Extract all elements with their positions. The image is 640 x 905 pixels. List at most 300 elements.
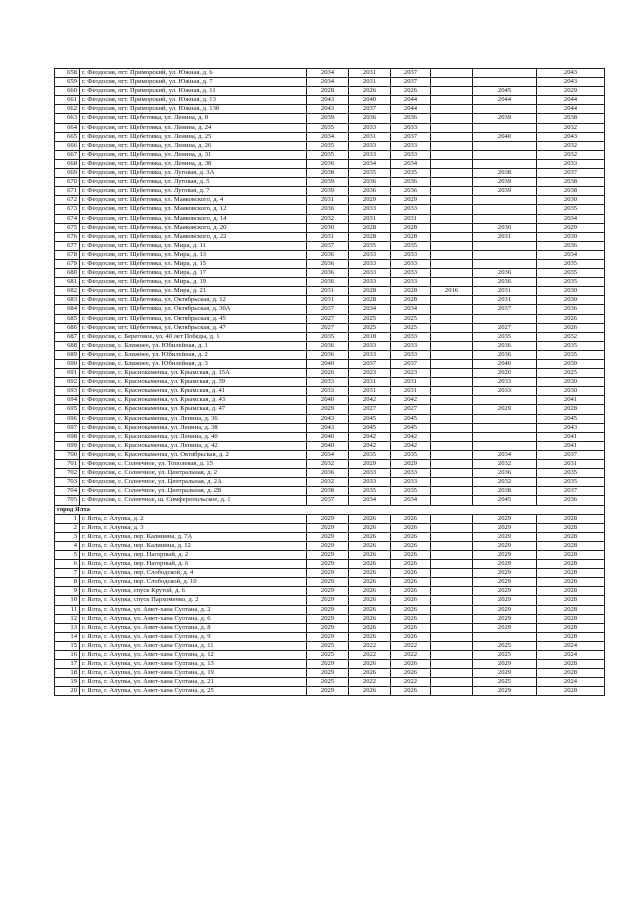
year-cell: 2029	[307, 405, 349, 414]
row-number: 16	[55, 651, 80, 660]
year-cell: 2026	[391, 587, 431, 596]
row-number: 696	[55, 414, 80, 423]
year-cell: 2034	[349, 159, 391, 168]
year-cell: 2044	[473, 96, 537, 105]
year-cell: 2029	[307, 605, 349, 614]
year-cell: 2045	[537, 414, 605, 423]
address-cell: г. Феодосия, с. Краснокаменка, ул. Ленина, д. 42	[80, 441, 307, 450]
address-cell: г. Феодосия, пгт. Приморский, ул. Южная, д. 13	[80, 96, 307, 105]
table-row	[55, 205, 605, 214]
year-cell: 2032	[307, 478, 349, 487]
year-cell: 2026	[391, 660, 431, 669]
year-cell	[473, 78, 537, 87]
year-cell: 2036	[473, 278, 537, 287]
row-number: 689	[55, 350, 80, 359]
year-cell: 2042	[391, 441, 431, 450]
year-cell	[431, 596, 473, 605]
year-cell: 2035	[537, 341, 605, 350]
year-cell: 2029	[473, 596, 537, 605]
year-cell: 2029	[473, 605, 537, 614]
year-cell: 2025	[391, 323, 431, 332]
year-cell: 2028	[537, 596, 605, 605]
year-cell: 2029	[473, 587, 537, 596]
year-cell: 2045	[391, 423, 431, 432]
year-cell: 2035	[537, 469, 605, 478]
address-cell: г. Феодосия, пгт. Щебетовка, ул. Мира, д. 11	[80, 241, 307, 250]
row-number: 19	[55, 678, 80, 687]
year-cell: 2028	[391, 232, 431, 241]
address-cell: г. Феодосия, пгт. Щебетовка, ул. Маяковского, д. 22	[80, 232, 307, 241]
address-cell: г. Феодосия, с. Краснокаменка, ул. Октябрьская, д. 2	[80, 450, 307, 459]
table-row	[55, 241, 605, 250]
year-cell: 2040	[473, 132, 537, 141]
year-cell: 2036	[307, 259, 349, 268]
year-cell: 2041	[537, 432, 605, 441]
table-row	[55, 259, 605, 268]
year-cell: 2034	[391, 496, 431, 505]
year-cell: 2026	[349, 541, 391, 550]
year-cell: 2036	[537, 305, 605, 314]
row-number: 20	[55, 687, 80, 696]
year-cell: 2031	[307, 196, 349, 205]
section-header-row	[55, 505, 605, 514]
year-cell: 2040	[349, 96, 391, 105]
year-cell	[431, 250, 473, 259]
year-cell: 2034	[537, 250, 605, 259]
year-cell: 2026	[391, 596, 431, 605]
year-cell	[431, 314, 473, 323]
year-cell: 2029	[391, 460, 431, 469]
year-cell: 2028	[537, 532, 605, 541]
year-cell: 2036	[307, 250, 349, 259]
year-cell: 2040	[307, 432, 349, 441]
row-number: 7	[55, 569, 80, 578]
year-cell: 2029	[473, 669, 537, 678]
year-cell: 2033	[391, 269, 431, 278]
table-row	[55, 178, 605, 187]
row-number: 3	[55, 532, 80, 541]
year-cell: 2029	[307, 660, 349, 669]
year-cell: 2045	[349, 423, 391, 432]
table-row	[55, 414, 605, 423]
address-cell: г. Ялта, г. Алупка, спуск Пархоменко, д. 2	[80, 596, 307, 605]
year-cell: 2033	[391, 123, 431, 132]
address-cell: г. Феодосия, пгт. Щебетовка, ул. Мира, д. 21	[80, 287, 307, 296]
year-cell: 2031	[307, 232, 349, 241]
table-row	[55, 614, 605, 623]
year-cell: 2038	[307, 169, 349, 178]
row-number: 682	[55, 287, 80, 296]
table-row	[55, 123, 605, 132]
year-cell: 2036	[473, 341, 537, 350]
year-cell	[431, 123, 473, 132]
address-cell: г. Феодосия, пгт. Приморский, ул. Южная, д. 13б	[80, 105, 307, 114]
row-number: 663	[55, 114, 80, 123]
year-cell	[431, 478, 473, 487]
year-cell: 2028	[349, 232, 391, 241]
year-cell	[431, 241, 473, 250]
year-cell: 2032	[307, 214, 349, 223]
year-cell: 2028	[349, 223, 391, 232]
year-cell: 2029	[307, 687, 349, 696]
year-cell	[431, 560, 473, 569]
year-cell	[431, 232, 473, 241]
year-cell: 2033	[391, 205, 431, 214]
year-cell: 2035	[349, 169, 391, 178]
year-cell: 2026	[349, 578, 391, 587]
table-row	[55, 132, 605, 141]
address-cell: г. Феодосия, пгт. Щебетовка, ул. Ленина, д. 8	[80, 114, 307, 123]
year-cell: 2033	[391, 250, 431, 259]
year-cell: 2031	[391, 378, 431, 387]
year-cell: 2026	[391, 560, 431, 569]
table-row	[55, 287, 605, 296]
year-cell	[473, 69, 537, 78]
year-cell: 2027	[307, 314, 349, 323]
year-cell	[473, 441, 537, 450]
year-cell: 2039	[537, 360, 605, 369]
year-cell: 2032	[537, 123, 605, 132]
year-cell: 2030	[537, 287, 605, 296]
year-cell	[431, 296, 473, 305]
year-cell: 2026	[349, 514, 391, 523]
year-cell: 2033	[391, 278, 431, 287]
table-row	[55, 678, 605, 687]
row-number: 674	[55, 214, 80, 223]
table-row	[55, 141, 605, 150]
year-cell	[431, 632, 473, 641]
year-cell	[431, 687, 473, 696]
year-cell: 2043	[537, 423, 605, 432]
year-cell: 2037	[349, 105, 391, 114]
address-cell: г. Феодосия, пгт. Щебетовка, ул. Луговая, д. 3А	[80, 169, 307, 178]
year-cell: 2026	[391, 578, 431, 587]
year-cell: 2026	[537, 323, 605, 332]
table-row	[55, 496, 605, 505]
year-cell: 2040	[307, 396, 349, 405]
address-cell: г. Феодосия, пгт. Щебетовка, ул. Маяковского, д. 14	[80, 214, 307, 223]
year-cell	[473, 141, 537, 150]
address-cell: г. Феодосия, пгт. Щебетовка, ул. Мира, д. 13	[80, 250, 307, 259]
year-cell	[473, 105, 537, 114]
row-number: 677	[55, 241, 80, 250]
address-cell: г. Феодосия, пгт. Щебетовка, ул. Ленина, д. 26	[80, 141, 307, 150]
row-number: 705	[55, 496, 80, 505]
year-cell: 2033	[349, 141, 391, 150]
table-row	[55, 578, 605, 587]
row-number: 681	[55, 278, 80, 287]
year-cell: 2027	[391, 405, 431, 414]
table-row	[55, 323, 605, 332]
year-cell	[473, 159, 537, 168]
year-cell: 2025	[349, 314, 391, 323]
year-cell: 2028	[537, 687, 605, 696]
row-number: 660	[55, 87, 80, 96]
address-cell: г. Ялта, г. Алупка, ул. Амет-хана Султана, д. 19	[80, 669, 307, 678]
table-row	[55, 460, 605, 469]
year-cell: 2029	[307, 532, 349, 541]
year-cell: 2034	[473, 450, 537, 459]
table-row	[55, 87, 605, 96]
address-cell: г. Феодосия, с. Ближнее, ул. Юбилейная, д. 2	[80, 350, 307, 359]
year-cell	[473, 214, 537, 223]
year-cell	[431, 105, 473, 114]
year-cell: 2028	[307, 87, 349, 96]
year-cell	[431, 69, 473, 78]
year-cell: 2028	[391, 287, 431, 296]
year-cell: 2036	[537, 241, 605, 250]
row-number: 676	[55, 232, 80, 241]
table-row	[55, 587, 605, 596]
table-row	[55, 441, 605, 450]
year-cell: 2026	[391, 632, 431, 641]
table-row	[55, 596, 605, 605]
year-cell	[431, 532, 473, 541]
year-cell	[473, 205, 537, 214]
year-cell: 2036	[349, 187, 391, 196]
year-cell: 2034	[307, 450, 349, 459]
row-number: 704	[55, 487, 80, 496]
year-cell: 2025	[473, 678, 537, 687]
year-cell: 2029	[307, 614, 349, 623]
table-row	[55, 105, 605, 114]
address-cell: г. Феодосия, пгт. Щебетовка, ул. Луговая, д. 5	[80, 178, 307, 187]
year-cell	[431, 587, 473, 596]
row-number: 662	[55, 105, 80, 114]
year-cell: 2039	[473, 114, 537, 123]
row-number: 678	[55, 250, 80, 259]
table-row	[55, 387, 605, 396]
row-number: 699	[55, 441, 80, 450]
row-number: 17	[55, 660, 80, 669]
year-cell: 2033	[537, 159, 605, 168]
row-number: 679	[55, 259, 80, 268]
table-row	[55, 96, 605, 105]
row-number: 673	[55, 205, 80, 214]
year-cell: 2027	[473, 323, 537, 332]
year-cell	[431, 87, 473, 96]
address-cell: г. Феодосия, пгт. Щебетовка, ул. Ленина, д. 31	[80, 150, 307, 159]
year-cell: 2035	[391, 169, 431, 178]
table-row	[55, 651, 605, 660]
year-cell: 2031	[349, 378, 391, 387]
year-cell: 2032	[473, 460, 537, 469]
table-row	[55, 632, 605, 641]
row-number: 658	[55, 69, 80, 78]
address-cell: г. Ялта, г. Алупка, ул. Амет-хана Султана, д. 9	[80, 632, 307, 641]
row-number: 703	[55, 478, 80, 487]
year-cell: 2029	[307, 550, 349, 559]
year-cell: 2031	[349, 132, 391, 141]
year-cell: 2027	[349, 405, 391, 414]
year-cell: 2033	[391, 350, 431, 359]
year-cell: 2036	[473, 350, 537, 359]
year-cell: 2042	[349, 396, 391, 405]
year-cell	[431, 550, 473, 559]
year-cell: 2033	[349, 150, 391, 159]
year-cell: 2026	[391, 514, 431, 523]
year-cell: 2031	[349, 69, 391, 78]
year-cell: 2035	[307, 141, 349, 150]
year-cell: 2040	[473, 360, 537, 369]
year-cell: 2026	[391, 605, 431, 614]
year-cell: 2029	[473, 405, 537, 414]
year-cell: 2038	[473, 169, 537, 178]
table-row	[55, 541, 605, 550]
year-cell: 2033	[473, 387, 537, 396]
year-cell: 2036	[307, 278, 349, 287]
year-cell: 2018	[349, 332, 391, 341]
document-page	[54, 68, 604, 696]
year-cell	[431, 469, 473, 478]
year-cell: 2035	[537, 478, 605, 487]
year-cell	[431, 605, 473, 614]
year-cell: 2029	[307, 623, 349, 632]
year-cell: 2025	[473, 641, 537, 650]
year-cell: 2031	[391, 214, 431, 223]
row-number: 692	[55, 378, 80, 387]
table-row	[55, 159, 605, 168]
address-cell: г. Феодосия, пгт. Щебетовка, ул. Луговая, д. 7	[80, 187, 307, 196]
table-row	[55, 314, 605, 323]
row-number: 18	[55, 669, 80, 678]
address-cell: г. Ялта, г. Алупка, пер. Калинина, д. 7А	[80, 532, 307, 541]
year-cell	[473, 423, 537, 432]
address-cell: г. Феодосия, с. Солнечное, ш. Симферопольское, д. 1	[80, 496, 307, 505]
year-cell: 2035	[307, 150, 349, 159]
year-cell: 2029	[473, 514, 537, 523]
year-cell: 2031	[391, 387, 431, 396]
year-cell: 2028	[391, 296, 431, 305]
year-cell: 2034	[307, 78, 349, 87]
row-number: 700	[55, 450, 80, 459]
year-cell: 2029	[307, 560, 349, 569]
row-number: 5	[55, 550, 80, 559]
row-number: 12	[55, 614, 80, 623]
table-row	[55, 341, 605, 350]
table-row	[55, 523, 605, 532]
year-cell: 2032	[537, 150, 605, 159]
year-cell: 2042	[391, 432, 431, 441]
year-cell: 2026	[349, 614, 391, 623]
year-cell: 2031	[349, 78, 391, 87]
year-cell	[431, 178, 473, 187]
year-cell: 2029	[473, 550, 537, 559]
year-cell: 2033	[391, 150, 431, 159]
year-cell	[431, 514, 473, 523]
row-number: 661	[55, 96, 80, 105]
row-number: 667	[55, 150, 80, 159]
address-cell: г. Феодосия, пгт. Щебетовка, ул. Мира, д. 17	[80, 269, 307, 278]
year-cell: 2022	[391, 641, 431, 650]
year-cell: 2026	[391, 569, 431, 578]
year-cell	[473, 150, 537, 159]
row-number: 684	[55, 305, 80, 314]
year-cell: 2016	[431, 287, 473, 296]
year-cell	[431, 641, 473, 650]
address-cell: г. Ялта, г. Алупка, пер. Слободской, д. 10	[80, 578, 307, 587]
year-cell: 2029	[307, 569, 349, 578]
year-cell: 2037	[391, 132, 431, 141]
year-cell	[431, 450, 473, 459]
table-row	[55, 250, 605, 259]
year-cell: 2033	[307, 378, 349, 387]
row-number: 685	[55, 314, 80, 323]
year-cell: 2037	[391, 69, 431, 78]
section-title: город Ялта	[55, 505, 605, 514]
row-number: 691	[55, 369, 80, 378]
table-row	[55, 687, 605, 696]
year-cell: 2026	[391, 523, 431, 532]
year-cell	[431, 496, 473, 505]
address-cell: г. Феодосия, пгт. Щебетовка, ул. Ленина, д. 24	[80, 123, 307, 132]
year-cell: 2026	[349, 660, 391, 669]
address-cell: г. Ялта, г. Алупка, ул. Амет-хана Султана, д. 13	[80, 660, 307, 669]
year-cell: 2029	[307, 596, 349, 605]
table-row	[55, 150, 605, 159]
year-cell: 2026	[349, 87, 391, 96]
year-cell: 2024	[537, 678, 605, 687]
year-cell: 2033	[349, 278, 391, 287]
year-cell: 2045	[349, 414, 391, 423]
row-number: 665	[55, 132, 80, 141]
year-cell: 2036	[473, 469, 537, 478]
year-cell: 2026	[391, 669, 431, 678]
table-row	[55, 305, 605, 314]
year-cell: 2035	[349, 487, 391, 496]
address-cell: г. Феодосия, с. Краснокаменка, ул. Крымская, д. 47	[80, 405, 307, 414]
year-cell	[431, 305, 473, 314]
address-cell: г. Феодосия, с. Краснокаменка, ул. Крымская, д. 39	[80, 378, 307, 387]
address-cell: г. Феодосия, с. Краснокаменка, ул. Ленина, д. 40	[80, 432, 307, 441]
address-cell: г. Феодосия, с. Краснокаменка, ул. Ленина, д. 36	[80, 414, 307, 423]
year-cell: 2029	[473, 660, 537, 669]
year-cell: 2026	[349, 605, 391, 614]
year-cell: 2024	[537, 641, 605, 650]
year-cell: 2029	[349, 196, 391, 205]
year-cell: 2034	[307, 69, 349, 78]
table-row	[55, 369, 605, 378]
year-cell: 2033	[349, 350, 391, 359]
year-cell	[431, 78, 473, 87]
year-cell: 2043	[307, 105, 349, 114]
year-cell: 2029	[307, 541, 349, 550]
year-cell: 2035	[537, 205, 605, 214]
year-cell: 2031	[307, 296, 349, 305]
year-cell: 2037	[349, 360, 391, 369]
year-cell: 2038	[537, 178, 605, 187]
year-cell: 2033	[349, 123, 391, 132]
year-cell: 2026	[537, 314, 605, 323]
year-cell	[431, 159, 473, 168]
year-cell: 2037	[307, 305, 349, 314]
table-row	[55, 350, 605, 359]
year-cell: 2023	[349, 369, 391, 378]
address-cell: г. Ялта, г. Алупка, ул. Амет-хана Султана, д. 25	[80, 687, 307, 696]
year-cell	[431, 396, 473, 405]
year-cell: 2031	[473, 296, 537, 305]
address-cell: г. Феодосия, пгт. Щебетовка, ул. Маяковского, д. 12	[80, 205, 307, 214]
address-cell: г. Ялта, г. Алупка, ул. Амет-хана Султана, д. 8	[80, 623, 307, 632]
table-row	[55, 196, 605, 205]
year-cell: 2026	[349, 569, 391, 578]
year-cell	[431, 523, 473, 532]
table-row	[55, 396, 605, 405]
year-cell	[431, 441, 473, 450]
year-cell	[431, 378, 473, 387]
address-cell: г. Феодосия, пгт. Приморский, ул. Южная, д. 6	[80, 69, 307, 78]
year-cell: 2029	[537, 87, 605, 96]
